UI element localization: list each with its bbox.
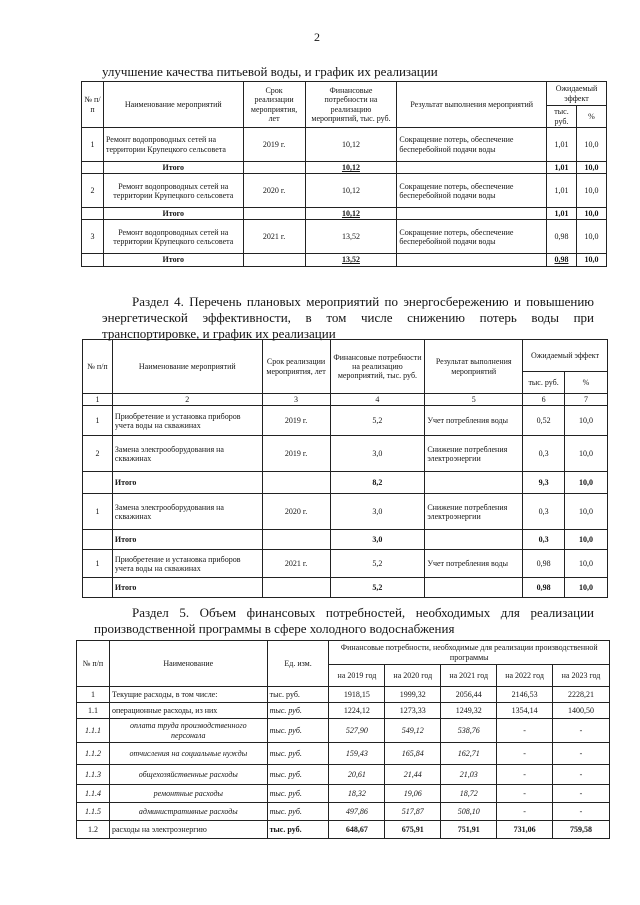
row-name: Замена электрооборудования на скважинах — [112, 494, 262, 530]
row-effect-rub: 0,52 — [523, 406, 565, 436]
row-value: 18,72 — [441, 785, 497, 803]
total-effect-rub: 9,3 — [523, 472, 565, 494]
row-fin: 10,12 — [305, 174, 397, 208]
table1-title: улучшение качества питьевой воды, и график их реализации — [102, 64, 438, 79]
row-year — [262, 578, 330, 598]
total-row — [82, 162, 607, 174]
row-value: 1400,50 — [553, 703, 610, 719]
row-value: - — [553, 743, 610, 765]
table-row — [77, 803, 610, 821]
row-fin: 3,0 — [330, 436, 425, 472]
col-fin: Финансовые потребности на реализацию мероприятий, тыс. руб. — [330, 340, 425, 394]
col-term: Срок реализации мероприятия, лет — [262, 340, 330, 394]
row-result: Сокращение потерь, обеспечение бесперебойной подачи воды — [397, 128, 547, 162]
row-result — [425, 578, 523, 598]
row-value: 162,71 — [441, 743, 497, 765]
row-value: 517,87 — [385, 803, 441, 821]
row-fin: 13,52 — [305, 220, 397, 254]
row-effect-rub: 1,01 — [547, 128, 577, 162]
colnum: 3 — [262, 394, 330, 406]
row-year: 2019 г. — [243, 128, 305, 162]
total-fin: 10,12 — [305, 162, 397, 174]
table-financial-needs — [76, 640, 610, 839]
total-fin: 13,52 — [305, 254, 397, 266]
row-value: 508,10 — [441, 803, 497, 821]
row-value: 751,91 — [441, 821, 497, 839]
total-fin: 10,12 — [305, 208, 397, 220]
row-value: - — [497, 785, 553, 803]
row-effect-rub: 0,98 — [523, 550, 565, 578]
col-effect: Ожидаемый эффект — [523, 340, 608, 372]
row-num: 1 — [83, 406, 113, 436]
total-fin: 3,0 — [330, 530, 425, 550]
total-effect-pct: 10,0 — [565, 472, 608, 494]
row-result: Сокращение потерь, обеспечение бесперебойной подачи воды — [397, 220, 547, 254]
row-value: 1224,12 — [329, 703, 385, 719]
row-value: 165,84 — [385, 743, 441, 765]
table-row — [83, 406, 608, 436]
row-year — [262, 472, 330, 494]
colnum: 5 — [425, 394, 523, 406]
table-row — [77, 765, 610, 785]
col-fin: Финансовые потребности, необходимые для реализации производственной программы — [329, 641, 610, 665]
row-num: 3 — [82, 220, 104, 254]
row-name: Текущие расходы, в том числе: — [109, 687, 267, 703]
table-row — [82, 128, 607, 162]
colnum: 2 — [112, 394, 262, 406]
row-num: 1.2 — [77, 821, 110, 839]
colnum: 1 — [83, 394, 113, 406]
row-value: - — [497, 743, 553, 765]
table-row — [83, 494, 608, 530]
table-row — [77, 743, 610, 765]
row-unit: тыс. руб. — [267, 785, 329, 803]
total-effect-pct: 10,0 — [565, 578, 608, 598]
row-name: оплата труда производственного персонала — [109, 719, 267, 743]
col-num: № п/п — [77, 641, 110, 687]
col-name: Наименование мероприятий — [112, 340, 262, 394]
row-fin: 5,2 — [330, 406, 425, 436]
col-unit: Ед. изм. — [267, 641, 329, 687]
table-row — [82, 174, 607, 208]
row-value: 2228,21 — [553, 687, 610, 703]
row-num: 1.1.2 — [77, 743, 110, 765]
total-effect-rub: 0,98 — [523, 578, 565, 598]
row-name: операционные расходы, из них — [109, 703, 267, 719]
total-row — [82, 254, 607, 266]
row-value: - — [553, 803, 610, 821]
table-row — [77, 719, 610, 743]
row-value: - — [553, 765, 610, 785]
row-value: 648,67 — [329, 821, 385, 839]
row-year: 2020 г. — [262, 494, 330, 530]
row-unit: тыс. руб. — [267, 821, 329, 839]
row-value: 21,03 — [441, 765, 497, 785]
col-unit-pct: % — [565, 372, 608, 394]
row-unit: тыс. руб. — [267, 743, 329, 765]
row-name: расходы на электроэнергию — [109, 821, 267, 839]
col-term: Срок реализации мероприятия, лет — [243, 82, 305, 128]
row-name: Замена электрооборудования на скважинах — [112, 436, 262, 472]
row-result: Снижение потребления электроэнергии — [425, 436, 523, 472]
table-water-quality — [81, 81, 607, 267]
colnum: 4 — [330, 394, 425, 406]
row-num — [83, 578, 113, 598]
row-value: - — [553, 719, 610, 743]
row-fin: 5,2 — [330, 550, 425, 578]
row-value: 19,06 — [385, 785, 441, 803]
row-num: 1.1.1 — [77, 719, 110, 743]
row-value: 1354,14 — [497, 703, 553, 719]
row-effect-pct: 10,0 — [565, 550, 608, 578]
table-row — [83, 550, 608, 578]
col-unit-pct: % — [576, 106, 606, 128]
col-name: Наименование — [109, 641, 267, 687]
row-value: 20,61 — [329, 765, 385, 785]
table-row — [77, 821, 610, 839]
row-result — [425, 472, 523, 494]
total-label: Итого — [103, 254, 243, 266]
row-effect-rub: 0,3 — [523, 436, 565, 472]
row-num: 1 — [82, 128, 104, 162]
row-value: 159,43 — [329, 743, 385, 765]
col-effect: Ожидаемый эффект — [547, 82, 607, 106]
row-num: 1 — [77, 687, 110, 703]
col-fin: Финансовые потребности на реализацию мероприятий, тыс. руб. — [305, 82, 397, 128]
row-value: 18,32 — [329, 785, 385, 803]
row-name: Ремонт водопроводных сетей на территории Крупецкого сельсовета — [103, 220, 243, 254]
total-effect-pct: 10,0 — [565, 530, 608, 550]
row-effect-pct: 10,0 — [576, 128, 606, 162]
row-value: 527,90 — [329, 719, 385, 743]
row-unit: тыс. руб. — [267, 703, 329, 719]
row-num: 1 — [83, 550, 113, 578]
row-year: 2020 г. — [243, 174, 305, 208]
row-num: 1.1.5 — [77, 803, 110, 821]
row-num: 1.1.3 — [77, 765, 110, 785]
row-value: 538,76 — [441, 719, 497, 743]
row-num: 1 — [83, 494, 113, 530]
row-effect-pct: 10,0 — [576, 174, 606, 208]
row-value: 759,58 — [553, 821, 610, 839]
col-unit-rub: тыс. руб. — [523, 372, 565, 394]
row-fin: 3,0 — [330, 494, 425, 530]
row-year: 2021 г. — [262, 550, 330, 578]
row-fin: 10,12 — [305, 128, 397, 162]
row-value: - — [497, 765, 553, 785]
row-effect-rub: 0,98 — [547, 220, 577, 254]
total-row — [83, 472, 608, 494]
col-year: на 2020 год — [385, 665, 441, 687]
col-name: Наименование мероприятий — [103, 82, 243, 128]
col-unit-rub: тыс. руб. — [547, 106, 577, 128]
row-value: 21,44 — [385, 765, 441, 785]
row-year — [262, 530, 330, 550]
table-row — [77, 703, 610, 719]
total-effect-pct: 10,0 — [576, 208, 606, 220]
row-unit: тыс. руб. — [267, 687, 329, 703]
total-row — [83, 530, 608, 550]
total-label: Итого — [103, 208, 243, 220]
row-value: 2146,53 — [497, 687, 553, 703]
row-num: 2 — [83, 436, 113, 472]
total-label: Итого — [112, 578, 262, 598]
row-result: Сокращение потерь, обеспечение бесперебойной подачи воды — [397, 174, 547, 208]
row-result — [425, 530, 523, 550]
section4-title: Раздел 4. Перечень плановых мероприятий по энергосбережению и повышению энергетической эффективности, в том числе снижению потерь воды при транспортировке, и график их реализации — [102, 294, 594, 341]
row-name: отчисления на социальные нужды — [109, 743, 267, 765]
row-name: Приобретение и установка приборов учета воды на скважинах — [112, 550, 262, 578]
row-value: 497,86 — [329, 803, 385, 821]
row-value: 675,91 — [385, 821, 441, 839]
colnum: 6 — [523, 394, 565, 406]
row-result: Снижение потребления электроэнергии — [425, 494, 523, 530]
row-year: 2019 г. — [262, 406, 330, 436]
total-effect-rub: 0,98 — [547, 254, 577, 266]
row-value: 1273,33 — [385, 703, 441, 719]
row-unit: тыс. руб. — [267, 765, 329, 785]
row-num: 1.1 — [77, 703, 110, 719]
total-effect-rub: 1,01 — [547, 162, 577, 174]
row-value: 549,12 — [385, 719, 441, 743]
row-value: 1999,32 — [385, 687, 441, 703]
row-name: Ремонт водопроводных сетей на территории Крупецкого сельсовета — [103, 128, 243, 162]
total-fin: 5,2 — [330, 578, 425, 598]
total-fin: 8,2 — [330, 472, 425, 494]
row-name: общехозяйственные расходы — [109, 765, 267, 785]
row-num: 1.1.4 — [77, 785, 110, 803]
table-row — [77, 687, 610, 703]
section5-title: Раздел 5. Объем финансовых потребностей, необходимых для реализации производственной программы в сфере холодного водоснабжения — [94, 605, 594, 636]
row-year: 2019 г. — [262, 436, 330, 472]
col-year: на 2021 год — [441, 665, 497, 687]
col-year: на 2023 год — [553, 665, 610, 687]
colnum: 7 — [565, 394, 608, 406]
row-num — [83, 530, 113, 550]
row-value: - — [553, 785, 610, 803]
table-row — [83, 436, 608, 472]
row-result: Учет потребления воды — [425, 406, 523, 436]
row-name: Приобретение и установка приборов учета воды на скважинах — [112, 406, 262, 436]
total-label: Итого — [112, 530, 262, 550]
col-num: № п/п — [82, 82, 104, 128]
row-effect-rub: 0,3 — [523, 494, 565, 530]
page-number: 2 — [314, 30, 320, 44]
total-row — [83, 578, 608, 598]
total-row — [82, 208, 607, 220]
row-value: 731,06 — [497, 821, 553, 839]
row-value: 1249,32 — [441, 703, 497, 719]
row-effect-pct: 10,0 — [565, 494, 608, 530]
row-unit: тыс. руб. — [267, 803, 329, 821]
total-label: Итого — [103, 162, 243, 174]
row-value: 2056,44 — [441, 687, 497, 703]
row-effect-pct: 10,0 — [565, 436, 608, 472]
row-value: - — [497, 719, 553, 743]
total-label: Итого — [112, 472, 262, 494]
row-effect-pct: 10,0 — [576, 220, 606, 254]
row-num — [83, 472, 113, 494]
table-row — [77, 785, 610, 803]
row-name: административные расходы — [109, 803, 267, 821]
total-effect-rub: 1,01 — [547, 208, 577, 220]
col-year: на 2022 год — [497, 665, 553, 687]
row-name: ремонтные расходы — [109, 785, 267, 803]
total-effect-pct: 10,0 — [576, 254, 606, 266]
total-effect-rub: 0,3 — [523, 530, 565, 550]
col-year: на 2019 год — [329, 665, 385, 687]
row-result: Учет потребления воды — [425, 550, 523, 578]
total-effect-pct: 10,0 — [576, 162, 606, 174]
column-numbers-row — [83, 394, 608, 406]
col-result: Результат выполнения мероприятий — [397, 82, 547, 128]
table-energy-saving — [82, 339, 608, 598]
row-effect-pct: 10,0 — [565, 406, 608, 436]
col-result: Результат выполнения мероприятий — [425, 340, 523, 394]
row-unit: тыс. руб. — [267, 719, 329, 743]
table-row — [82, 220, 607, 254]
row-effect-rub: 1,01 — [547, 174, 577, 208]
row-num: 2 — [82, 174, 104, 208]
row-year: 2021 г. — [243, 220, 305, 254]
row-name: Ремонт водопроводных сетей на территории Крупецкого сельсовета — [103, 174, 243, 208]
row-value: 1918,15 — [329, 687, 385, 703]
row-value: - — [497, 803, 553, 821]
col-num: № п/п — [83, 340, 113, 394]
